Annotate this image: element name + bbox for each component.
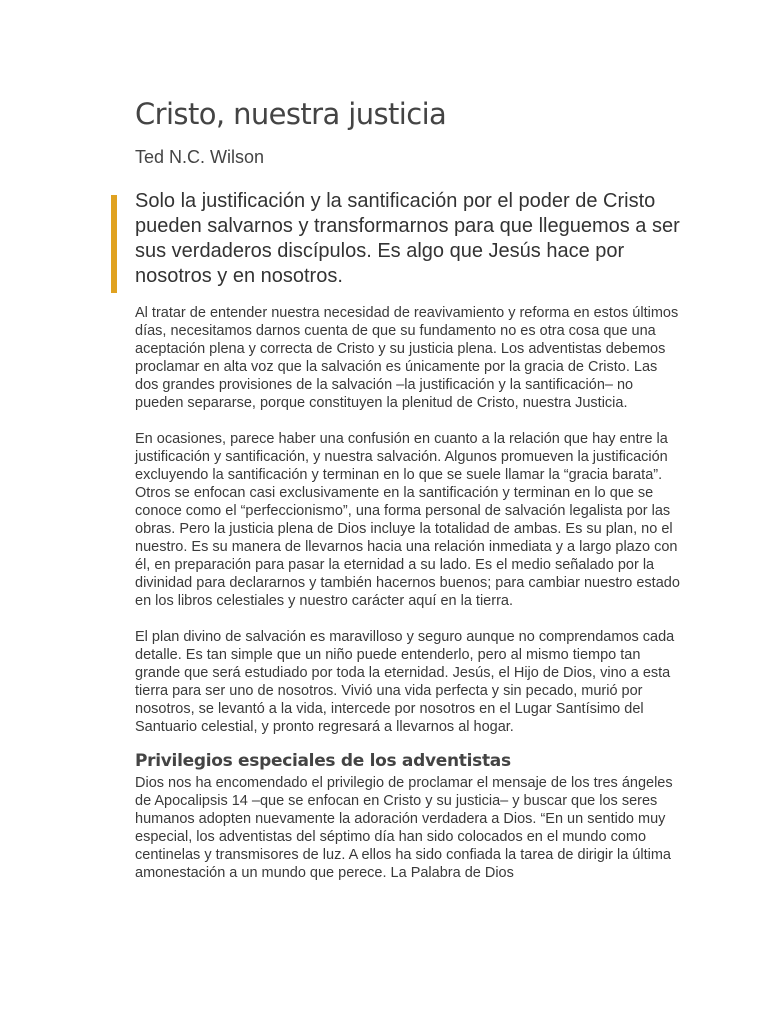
section-subheading: Privilegios especiales de los adventistas: [135, 751, 511, 771]
body-paragraph-2: En ocasiones, parece haber una confusión en cuanto a la relación que hay entre la justificación y santificación, y nuestra salvación. Algunos promueven la justificación excluyendo la santificación y terminan en lo que se suele llamar la “gracia barata”. Otros se enfocan casi exclusivamente en la santificación y terminan en lo que se conoce como el “perfeccionismo”, una forma personal de salvación legalista por las obras. Pero la justicia plena de Dios incluye la totalidad de ambas. Es su plan, no el nuestro. Es su manera de llevarnos hacia una relación inmediata y a largo plazo con él, en preparación para pasar la eternidad a su lado. Es el medio señalado por la divinidad para declararnos y también hacernos buenos; para cambiar nuestro estado en los libros celestiales y nuestro carácter aquí en la tierra.: [135, 431, 680, 609]
body-paragraph-1: Al tratar de entender nuestra necesidad de reavivamiento y reforma en estos últimos días, necesitamos darnos cuenta de que su fundamento no es otra cosa que una aceptación plena y correcta de Cristo y su justicia plena. Los adventistas debemos proclamar en alta voz que la salvación es únicamente por la gracia de Cristo. Las dos grandes provisiones de la salvación –la justificación y la santificación– no pueden separarse, porque constituyen la plenitud de Cristo, nuestra Justicia.: [135, 305, 679, 411]
article: [135, 94, 680, 882]
pullquote-accent-bar: [111, 195, 117, 293]
pullquote: [135, 189, 680, 289]
article-title: Cristo, nuestra justicia: [135, 97, 447, 131]
body-paragraph-3: El plan divino de salvación es maravilloso y seguro aunque no comprendamos cada detalle. Es tan simple que un niño puede entenderlo, pero al mismo tiempo tan grande que será estudiado por toda la eternidad. Jesús, el Hijo de Dios, vino a esta tierra para ser uno de nosotros. Vivió una vida perfecta y sin pecado, murió por nosotros, se levantó a la vida, intercede por nosotros en el Lugar Santísimo del Santuario celestial, y pronto regresará a llevarnos al hogar.: [135, 629, 675, 735]
article-author: Ted N.C. Wilson: [135, 147, 265, 167]
body-paragraph-4: Dios nos ha encomendado el privilegio de proclamar el mensaje de los tres ángeles de Apocalipsis 14 –que se enfocan en Cristo y su justicia– y buscar que los seres humanos adopten nuevamente la adoración verdadera a Dios. “En un sentido muy especial, los adventistas del séptimo día han sido colocados en el mundo como centinelas y transmisores de luz. A ellos ha sido confiada la tarea de dirigir la última amonestación a un mundo que perece. La Palabra de Dios: [135, 775, 673, 881]
pullquote-text: Solo la justificación y la santificación por el poder de Cristo pueden salvarnos y transformarnos para que lleguemos a ser sus verdaderos discípulos. Es algo que Jesús hace por nosotros y en nosotros.: [135, 190, 680, 287]
